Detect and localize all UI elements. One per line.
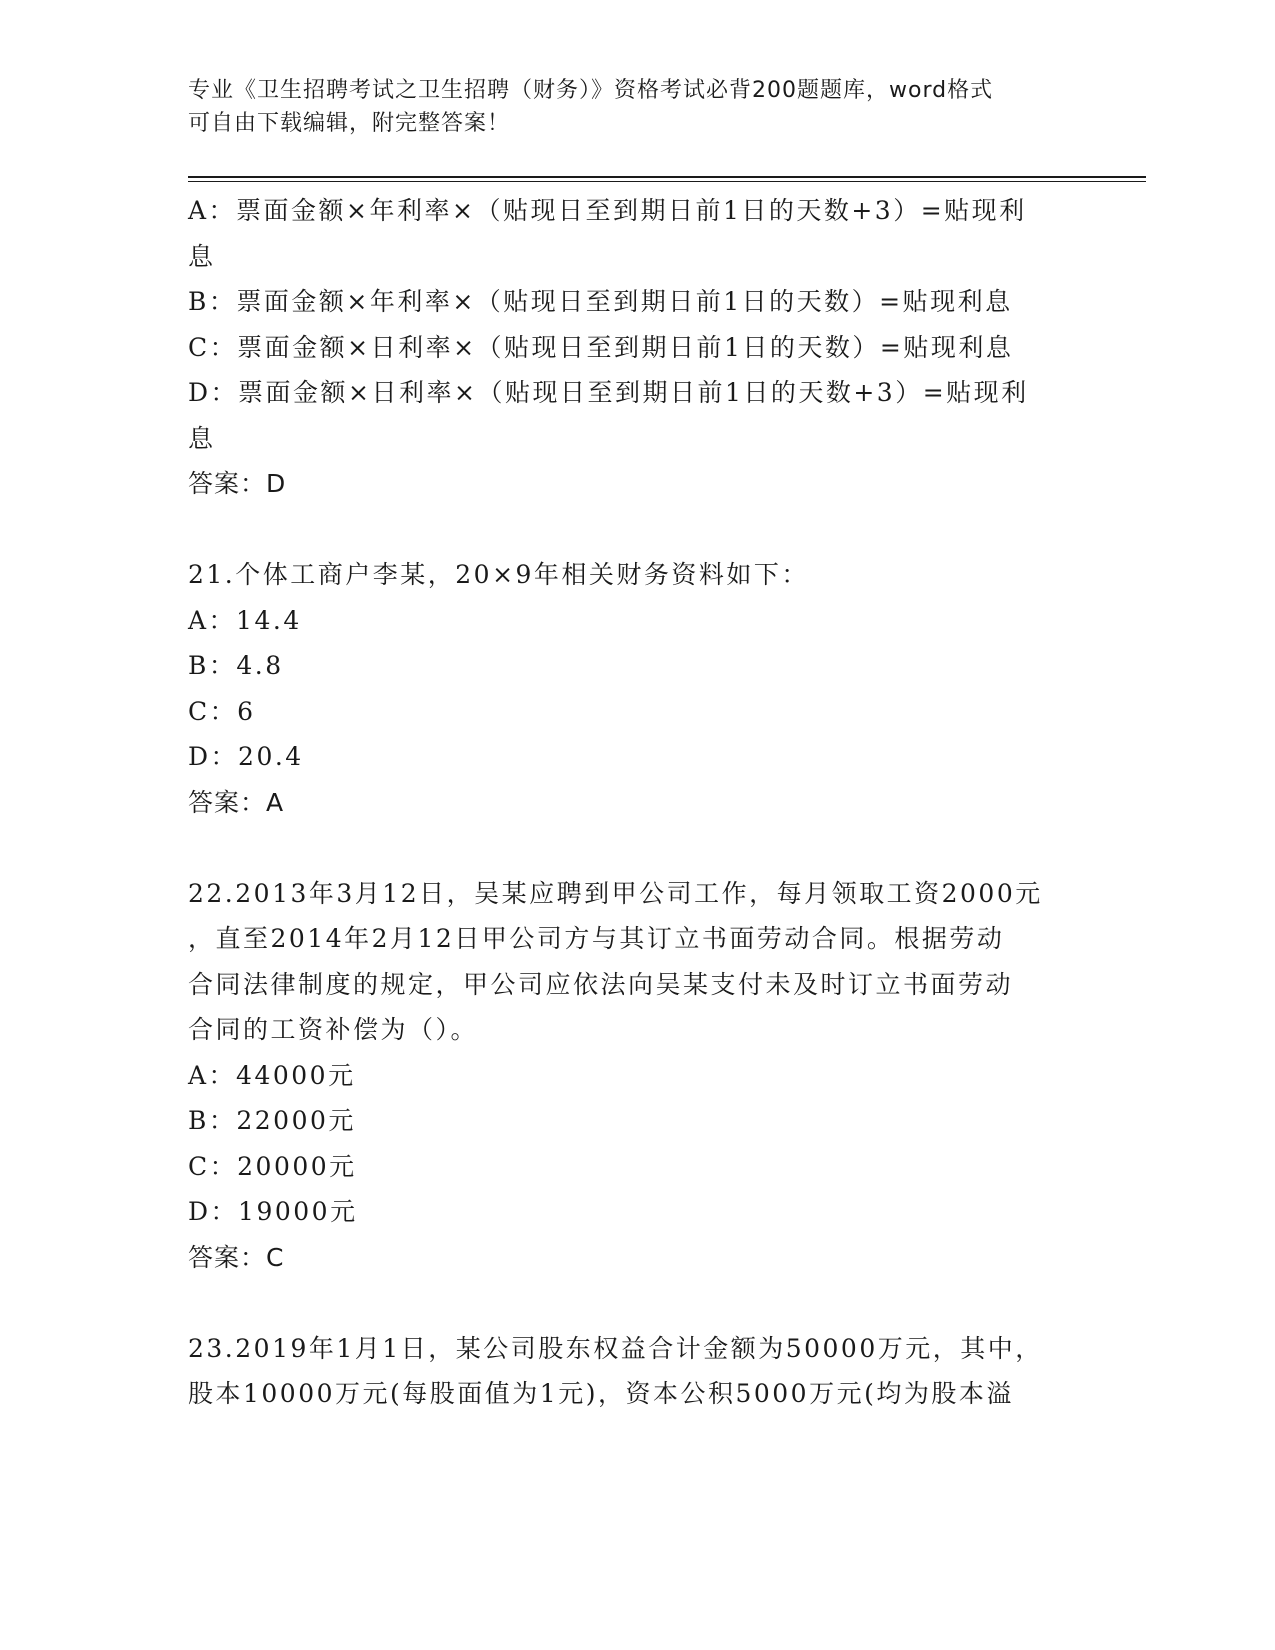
document-header [188, 74, 1068, 140]
option-d: D：20.4 [188, 742, 304, 771]
option-b: B：4.8 [188, 651, 284, 680]
header-title-line-1: 专业《卫生招聘考试之卫生招聘（财务）》资格考试必背200题题库，word格式 [188, 78, 994, 103]
option-d-line-1: D：票面金额×日利率×（贴现日至到期日前1日的天数+3）=贴现利 [188, 378, 1029, 407]
spacer [188, 1280, 1088, 1326]
option-b: B：22000元 [188, 1106, 356, 1135]
question-stem-line-2: ，直至2014年2月12日甲公司方与其订立书面劳动合同。根据劳动 [188, 924, 1005, 953]
question-22 [188, 871, 1088, 1281]
question-stem-line-1: 22.2013年3月12日，吴某应聘到甲公司工作，每月领取工资2000元 [188, 878, 1043, 908]
question-stem: 21.个体工商户李某，20×9年相关财务资料如下： [188, 560, 809, 589]
answer-line: 答案：C [188, 1242, 285, 1272]
header-divider-thick [188, 176, 1146, 178]
header-divider-thin [188, 181, 1146, 182]
question-list [188, 188, 1088, 1417]
question-20 [188, 188, 1088, 507]
question-stem-line-4: 合同的工资补偿为（）。 [188, 1015, 479, 1044]
option-c: C：票面金额×日利率×（贴现日至到期日前1日的天数）=贴现利息 [188, 332, 1014, 362]
question-23 [188, 1326, 1088, 1417]
option-d-line-2: 息 [188, 423, 216, 453]
question-stem-line-3: 合同法律制度的规定，甲公司应依法向吴某支付未及时订立书面劳动 [188, 969, 1014, 999]
answer-line: 答案：D [188, 469, 287, 498]
question-21 [188, 552, 1088, 825]
question-stem-line-2: 股本10000万元(每股面值为1元)，资本公积5000万元(均为股本溢 [188, 1379, 1014, 1408]
option-a: A：44000元 [188, 1060, 356, 1090]
spacer [188, 507, 1088, 553]
option-a: A：14.4 [188, 605, 302, 635]
option-d: D：19000元 [188, 1197, 358, 1226]
question-stem-line-1: 23.2019年1月1日，某公司股东权益合计金额为50000万元，其中， [188, 1333, 1043, 1363]
header-title-line-2: 可自由下载编辑，附完整答案！ [188, 111, 511, 136]
option-c: C：20000元 [188, 1151, 357, 1181]
spacer [188, 825, 1088, 871]
option-c: C：6 [188, 696, 256, 726]
option-b: B：票面金额×年利率×（贴现日至到期日前1日的天数）=贴现利息 [188, 287, 1013, 316]
option-a-line-2: 息 [188, 241, 216, 271]
answer-line: 答案：A [188, 787, 285, 817]
option-a-line-1: A：票面金额×年利率×（贴现日至到期日前1日的天数+3）=贴现利 [188, 196, 1027, 225]
